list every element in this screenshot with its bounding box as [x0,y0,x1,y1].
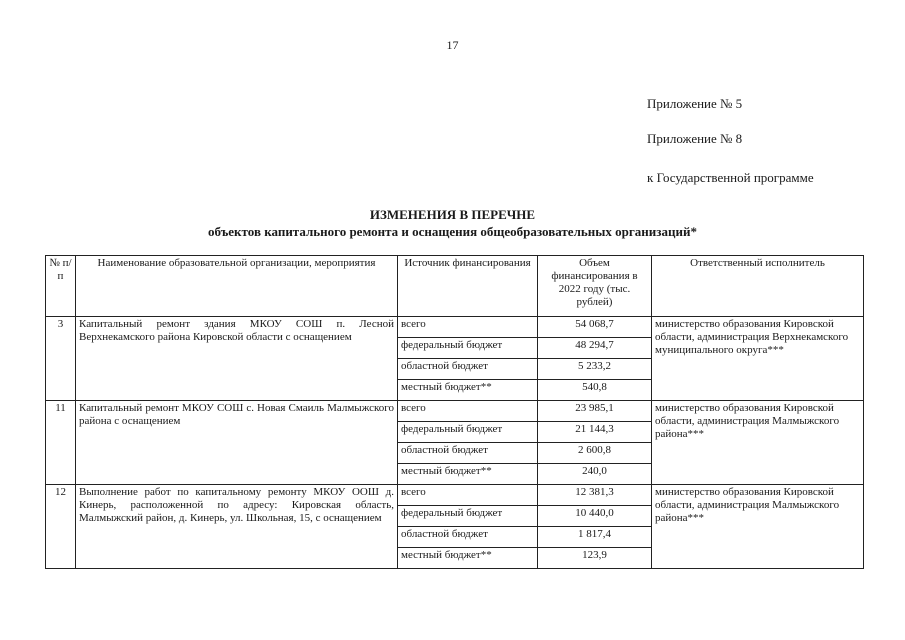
row-amount: 240,0 [538,464,652,485]
table-row [46,485,864,506]
row-amount: 48 294,7 [538,338,652,359]
row-name: Капитальный ремонт здания МКОУ СОШ п. Лесной Верхнекамского района Кировской области с оснащением [76,317,398,401]
header-name: Наименование образовательной организации, мероприятия [76,256,398,317]
row-amount: 23 985,1 [538,401,652,422]
row-executor: министерство образования Кировской области, администрация Малмыжского района*** [652,485,864,569]
row-name: Выполнение работ по капитальному ремонту МКОУ ООШ д. Кинерь, расположенной по адресу: Кировская область, Малмыжский район, д. Кинерь, ул. Школьная, 15, с оснащением [76,485,398,569]
row-amount: 21 144,3 [538,422,652,443]
header-source: Источник финансирования [398,256,538,317]
row-source: местный бюджет** [398,548,538,569]
document-subtitle: объектов капитального ремонта и оснащения общеобразовательных организаций* [208,224,697,239]
row-source: областной бюджет [398,527,538,548]
row-amount: 540,8 [538,380,652,401]
row-source: всего [398,317,538,338]
row-source: федеральный бюджет [398,422,538,443]
row-amount: 1 817,4 [538,527,652,548]
header-num: № п/п [46,256,76,317]
row-amount: 123,9 [538,548,652,569]
row-source: федеральный бюджет [398,338,538,359]
row-amount: 5 233,2 [538,359,652,380]
row-amount: 54 068,7 [538,317,652,338]
row-source: федеральный бюджет [398,506,538,527]
row-source: местный бюджет** [398,380,538,401]
row-num: 11 [46,401,76,485]
row-executor: министерство образования Кировской области, администрация Верхнекамского муниципального округа*** [652,317,864,401]
row-amount: 2 600,8 [538,443,652,464]
row-amount: 12 381,3 [538,485,652,506]
appendix-line-3: к Государственной программе [647,170,814,185]
row-name: Капитальный ремонт МКОУ СОШ с. Новая Смаиль Малмыжского района с оснащением [76,401,398,485]
row-source: всего [398,401,538,422]
appendix-line-2: Приложение № 8 [647,131,743,146]
table-header-row [46,256,864,317]
row-executor: министерство образования Кировской области, администрация Малмыжского района*** [652,401,864,485]
table-row [46,317,864,338]
page-number: 17 [446,38,459,52]
row-num: 3 [46,317,76,401]
changes-table [45,255,864,569]
row-source: местный бюджет** [398,464,538,485]
header-amount: Объем финансирования в 2022 году (тыс. рублей) [538,256,652,317]
table-row [46,401,864,422]
row-source: всего [398,485,538,506]
appendix-line-1: Приложение № 5 [647,96,743,111]
header-executor: Ответственный исполнитель [652,256,864,317]
row-amount: 10 440,0 [538,506,652,527]
row-num: 12 [46,485,76,569]
row-source: областной бюджет [398,443,538,464]
row-source: областной бюджет [398,359,538,380]
document-title: ИЗМЕНЕНИЯ В ПЕРЕЧНЕ [369,207,536,222]
